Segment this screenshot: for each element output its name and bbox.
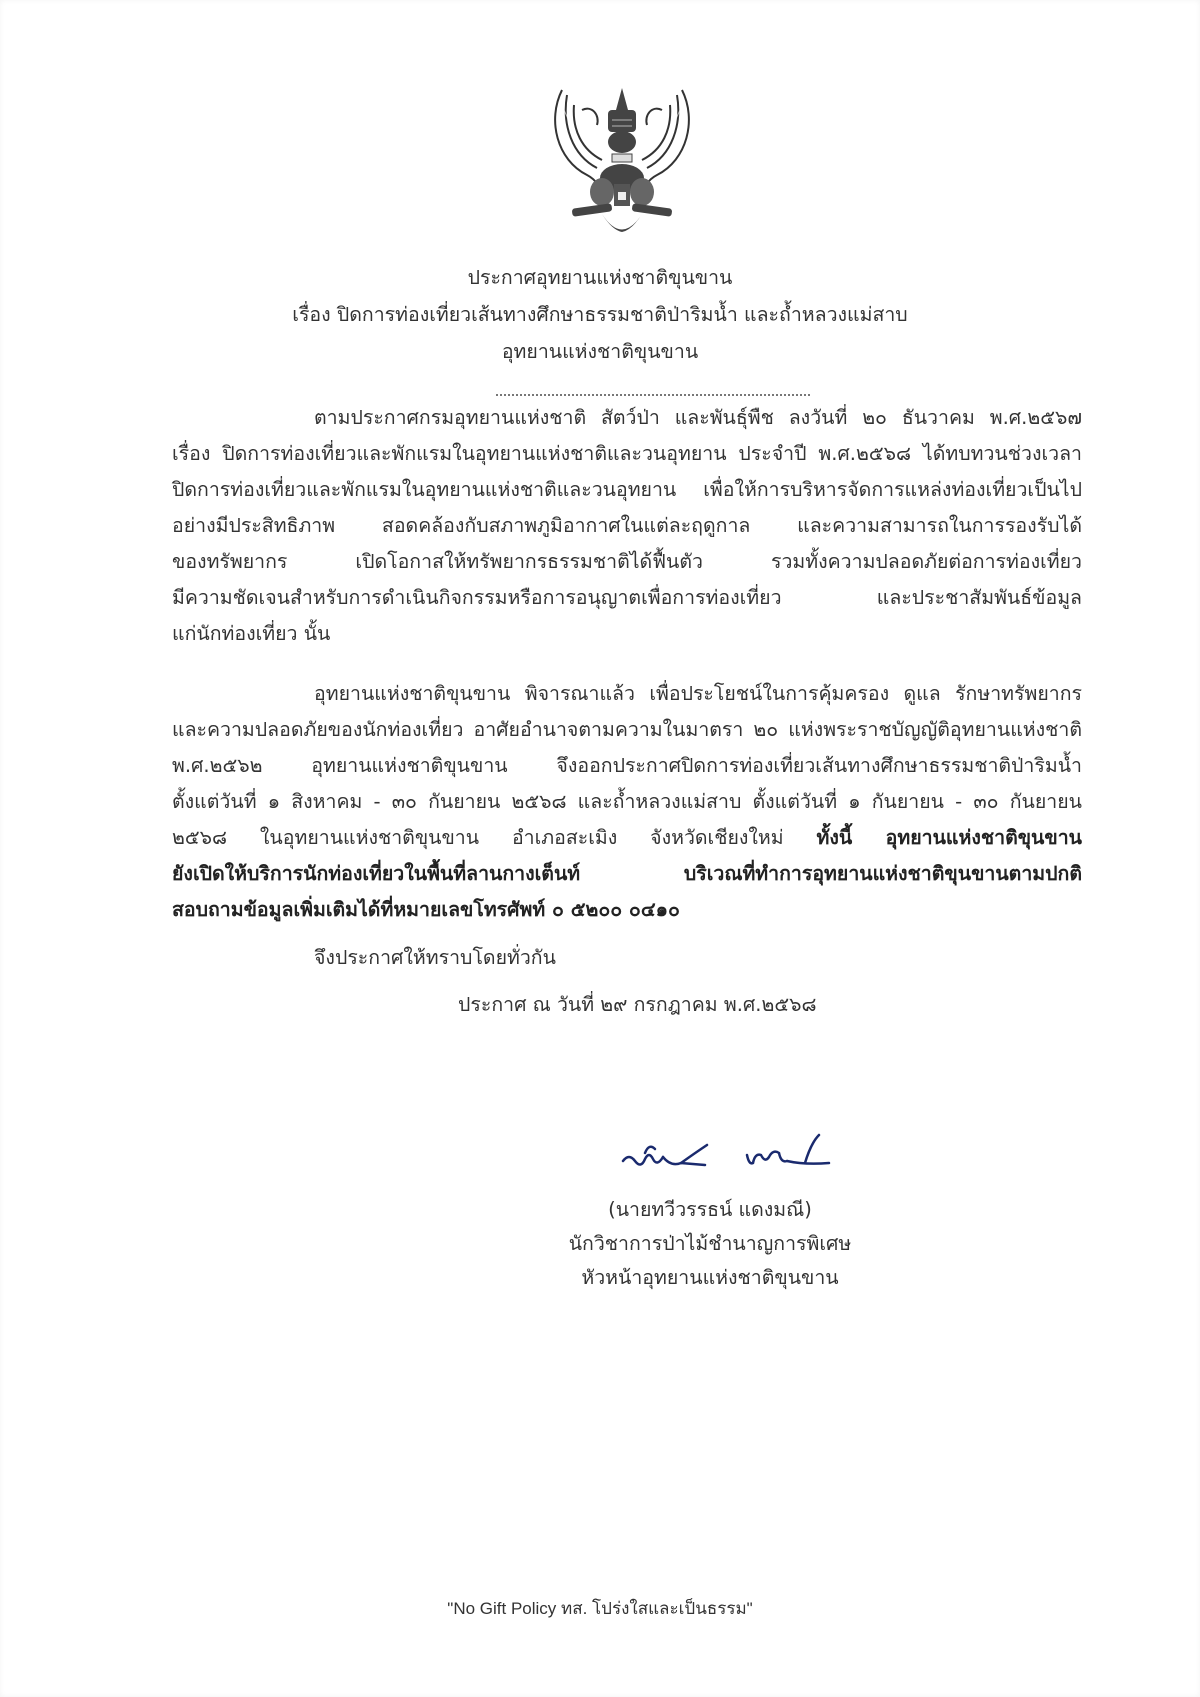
paragraph-line: ตามประกาศกรมอุทยานแห่งชาติ สัตว์ป่า และพันธุ์พืช ลงวันที่ ๒๐ ธันวาคม พ.ศ.๒๕๖๗ bbox=[314, 406, 1082, 429]
paragraph-line: ปิดการท่องเที่ยวและพักแรมในอุทยานแห่งชาติและวนอุทยาน เพื่อให้การบริหารจัดการแหล่งท่องเที่ยวเป็นไป bbox=[172, 478, 1082, 501]
announcement-subject: เรื่อง ปิดการท่องเที่ยวเส้นทางศึกษาธรรมชาติป่าริมน้ำ และถ้ำหลวงแม่สาบ bbox=[292, 303, 908, 326]
closing-statement: จึงประกาศให้ทราบโดยทั่วกัน bbox=[314, 946, 556, 969]
paragraph-line: เรื่อง ปิดการท่องเที่ยวและพักแรมในอุทยานแห่งชาติและวนอุทยาน ประจำปี พ.ศ.๒๕๖๘ ได้ทบทวนช่วงเวลา bbox=[172, 442, 1082, 465]
paragraph-line: อย่างมีประสิทธิภาพ สอดคล้องกับสภาพภูมิอากาศในแต่ละฤดูกาล และความสามารถในการรองรับได้ bbox=[172, 514, 1082, 537]
issuing-authority: อุทยานแห่งชาติขุนขาน bbox=[501, 340, 699, 363]
paragraph-line: อุทยานแห่งชาติขุนขาน พิจารณาแล้ว เพื่อประโยชน์ในการคุ้มครอง ดูแล รักษาทรัพยากร bbox=[314, 682, 1082, 705]
no-gift-policy-footer: "No Gift Policy ทส. โปร่งใสและเป็นธรรม" bbox=[447, 1599, 753, 1618]
garuda-emblem-icon bbox=[542, 80, 702, 250]
paragraph-1 bbox=[172, 400, 1082, 652]
signatory-name: (นายทวีวรรธน์ แดงมณี) bbox=[608, 1198, 812, 1221]
announcement-title: ประกาศอุทยานแห่งชาติขุนขาน bbox=[467, 266, 733, 289]
dotted-divider bbox=[496, 394, 810, 396]
contact-phone-line: สอบถามข้อมูลเพิ่มเติมได้ที่หมายเลขโทรศัพท์ ๐ ๕๒๐๐ ๐๔๑๐ bbox=[172, 898, 680, 921]
signatory-position: นักวิชาการป่าไม้ชำนาญการพิเศษ bbox=[568, 1232, 852, 1255]
emphasis-text: ทั้งนี้ อุทยานแห่งชาติขุนขาน bbox=[816, 826, 1082, 849]
signatory-title: หัวหน้าอุทยานแห่งชาติขุนขาน bbox=[581, 1266, 839, 1289]
paragraph-line: และความปลอดภัยของนักท่องเที่ยว อาศัยอำนาจตามความในมาตรา ๒๐ แห่งพระราชบัญญัติอุทยานแห่งชาติ bbox=[172, 718, 1082, 741]
paragraph-line: มีความชัดเจนสำหรับการดำเนินกิจกรรมหรือการอนุญาตเพื่อการท่องเที่ยว และประชาสัมพันธ์ข้อมูล bbox=[172, 586, 1082, 609]
signature-block bbox=[560, 1193, 860, 1295]
signature-icon bbox=[615, 1123, 855, 1183]
emphasis-line: ยังเปิดให้บริการนักท่องเที่ยวในพื้นที่ลานกางเต็นท์ บริเวณที่ทำการอุทยานแห่งชาติขุนขานตามปกติ bbox=[172, 862, 1082, 885]
paragraph-line: ตั้งแต่วันที่ ๑ สิงหาคม - ๓๐ กันยายน ๒๕๖๘ และถ้ำหลวงแม่สาบ ตั้งแต่วันที่ ๑ กันยายน - ๓๐ กันยายน bbox=[172, 790, 1082, 813]
announcement-date: ประกาศ ณ วันที่ ๒๙ กรกฎาคม พ.ศ.๒๕๖๘ bbox=[458, 993, 817, 1016]
paragraph-line: พ.ศ.๒๕๖๒ อุทยานแห่งชาติขุนขาน จึงออกประกาศปิดการท่องเที่ยวเส้นทางศึกษาธรรมชาติป่าริมน้ำ bbox=[172, 754, 1082, 777]
paragraph-2 bbox=[172, 676, 1082, 928]
paragraph-line: ของทรัพยากร เปิดโอกาสให้ทรัพยากรธรรมชาติได้ฟื้นตัว รวมทั้งความปลอดภัยต่อการท่องเที่ยว bbox=[172, 550, 1082, 573]
paragraph-text: ๒๕๖๘ ในอุทยานแห่งชาติขุนขาน อำเภอสะเมิง จังหวัดเชียงใหม่ bbox=[172, 826, 817, 849]
paragraph-line: แก่นักท่องเที่ยว นั้น bbox=[172, 622, 331, 645]
paragraph-line bbox=[172, 820, 1082, 856]
